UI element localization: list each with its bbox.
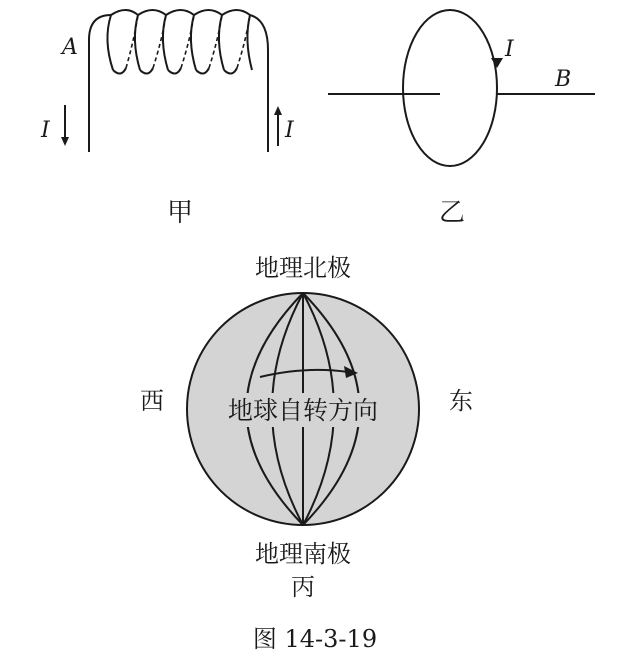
loop-current-label: I: [505, 37, 514, 62]
caption-jia: 甲: [166, 198, 194, 228]
current-label-right: I: [285, 118, 294, 143]
west-label: 西: [140, 387, 164, 415]
earth-globe-diagram: [140, 254, 473, 601]
loop-current-arrow-icon: [491, 58, 503, 68]
solenoid-diagram: [40, 10, 295, 228]
point-label-b: B: [555, 67, 572, 92]
north-pole-label: 地理北极: [255, 254, 351, 282]
caption-bing: 丙: [291, 573, 315, 601]
rotation-direction-label: 地球自转方向: [227, 396, 379, 425]
solenoid-coil: [89, 10, 268, 152]
east-label: 东: [449, 387, 473, 415]
point-label-a: A: [62, 35, 78, 60]
figure-number: 图 14-3-19: [252, 625, 378, 653]
current-loop-diagram: [328, 10, 595, 228]
caption-yi: 乙: [438, 198, 466, 228]
south-pole-label: 地理南极: [255, 540, 351, 568]
current-loop: [403, 10, 497, 166]
current-label-left: I: [41, 118, 50, 143]
solenoid-back-windings: [126, 15, 250, 68]
